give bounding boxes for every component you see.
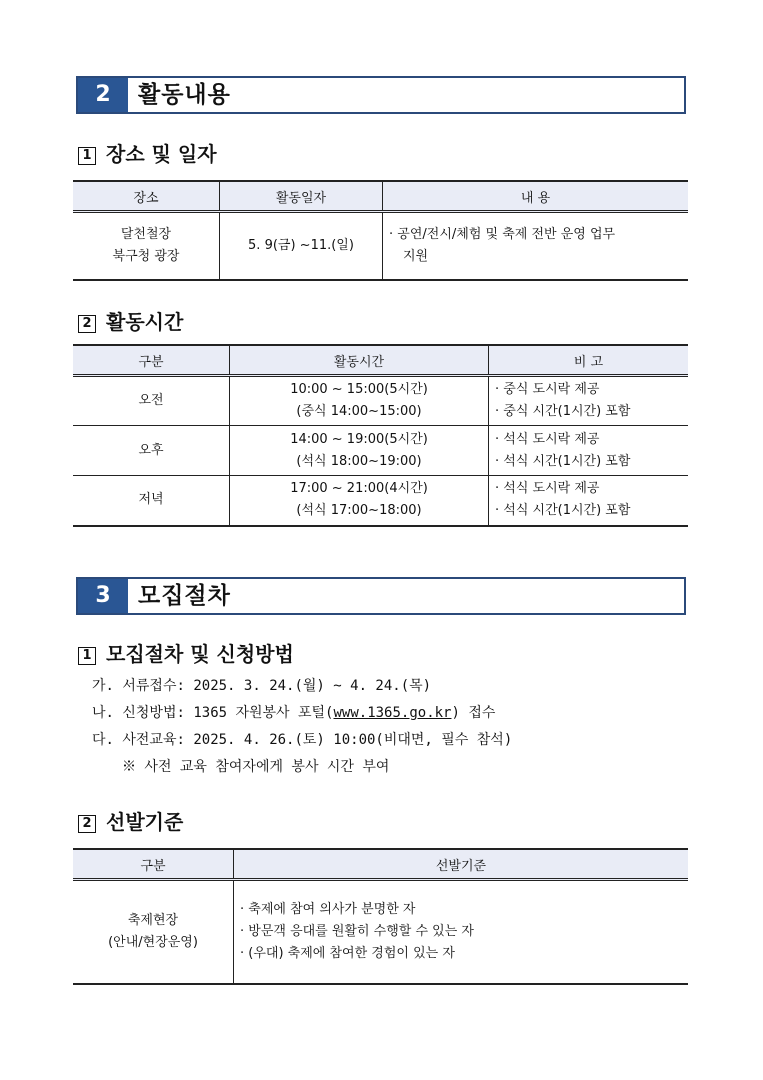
section-title: 모집절차 xyxy=(138,583,231,609)
note-line: · 석식 시간(1시간) 포함 xyxy=(495,453,631,469)
portal-link[interactable]: www.1365.go.kr xyxy=(333,705,452,721)
section-title: 활동내용 xyxy=(138,82,231,108)
subheading-title: 활동시간 xyxy=(106,310,184,334)
procedure-a: 가. 서류접수: 2025. 3. 24.(월) ~ 4. 24.(목) xyxy=(92,678,432,694)
time-cell xyxy=(230,376,489,426)
place-date-table xyxy=(73,180,688,281)
subheading-number: 2 xyxy=(78,815,96,833)
time-line: (석식 18:00~19:00) xyxy=(296,453,422,469)
category-line: 축제현장 xyxy=(127,912,179,928)
place-line: 북구청 광장 xyxy=(112,248,180,264)
header-cell: 활동시간 xyxy=(230,345,489,376)
time-line: (중식 14:00~15:00) xyxy=(296,404,422,419)
content-cell xyxy=(383,212,689,280)
table-row xyxy=(73,476,688,526)
criteria-item: · 축제에 참여 의사가 분명한 자 xyxy=(240,901,416,917)
header-cell: 내 용 xyxy=(383,181,689,212)
table-row xyxy=(73,376,688,426)
header-cell: 활동일자 xyxy=(220,181,383,212)
subheading-procedure xyxy=(78,638,294,667)
procedure-note: ※ 사전 교육 참여자에게 봉사 시간 부여 xyxy=(122,759,390,775)
subheading-title: 장소 및 일자 xyxy=(106,142,217,166)
note-cell xyxy=(489,376,689,426)
criteria-item: · (우대) 축제에 참여한 경험이 있는 자 xyxy=(240,945,455,961)
note-cell xyxy=(489,476,689,526)
place-cell xyxy=(73,212,220,280)
date-cell: 5. 9(금) ~11.(일) xyxy=(220,212,383,280)
subheading-title: 모집절차 및 신청방법 xyxy=(106,642,294,666)
table-row xyxy=(73,426,688,476)
content-line: 지원 xyxy=(403,248,429,264)
time-line: 10:00 ~ 15:00(5시간) xyxy=(290,382,428,397)
procedure-b xyxy=(92,702,495,722)
note-line: · 석식 도시락 제공 xyxy=(495,481,600,497)
activity-time-table xyxy=(73,344,688,527)
subheading-number: 1 xyxy=(78,147,96,165)
table-row xyxy=(73,880,688,984)
time-line: 14:00 ~ 19:00(5시간) xyxy=(290,431,428,447)
header-cell: 비 고 xyxy=(489,345,689,376)
time-line: 17:00 ~ 21:00(4시간) xyxy=(290,481,428,497)
section-number: 2 xyxy=(78,78,128,112)
category-cell xyxy=(73,880,234,984)
note-line: · 중식 시간(1시간) 포함 xyxy=(495,404,631,419)
content-line: · 공연/전시/체험 및 축제 전반 운영 업무 xyxy=(389,226,616,242)
criteria-table xyxy=(73,848,688,985)
note-line: · 석식 도시락 제공 xyxy=(495,431,600,447)
header-cell: 장소 xyxy=(73,181,220,212)
shift-label: 오후 xyxy=(73,426,230,476)
shift-label: 저녁 xyxy=(73,476,230,526)
shift-label: 오전 xyxy=(73,376,230,426)
subheading-title: 선발기준 xyxy=(106,810,184,834)
header-cell: 선발기준 xyxy=(234,849,689,880)
time-line: (석식 17:00~18:00) xyxy=(296,503,422,519)
subheading-number: 2 xyxy=(78,315,96,333)
note-line: · 석식 시간(1시간) 포함 xyxy=(495,503,631,519)
subheading-criteria xyxy=(78,806,183,835)
subheading-activity-time xyxy=(78,306,183,335)
header-cell: 구분 xyxy=(73,345,230,376)
criteria-item: · 방문객 응대를 원활히 수행할 수 있는 자 xyxy=(240,923,474,939)
note-cell xyxy=(489,426,689,476)
place-line: 달천철장 xyxy=(120,226,172,242)
time-cell xyxy=(230,476,489,526)
time-cell xyxy=(230,426,489,476)
criteria-cell xyxy=(234,880,689,984)
section-number: 3 xyxy=(78,579,128,613)
subheading-number: 1 xyxy=(78,647,96,665)
procedure-c: 다. 사전교육: 2025. 4. 26.(토) 10:00(비대면, 필수 참석) xyxy=(92,732,513,748)
header-cell: 구분 xyxy=(73,849,234,880)
subheading-place-date xyxy=(78,138,217,167)
category-line: (안내/현장운영) xyxy=(108,934,198,950)
section-2-header xyxy=(76,76,686,114)
section-3-header xyxy=(76,577,686,615)
procedure-b-prefix: 나. 신청방법: 1365 자원봉사 포털( xyxy=(92,705,334,721)
note-line: · 중식 도시락 제공 xyxy=(495,382,600,397)
procedure-b-suffix: ) 접수 xyxy=(451,705,496,721)
